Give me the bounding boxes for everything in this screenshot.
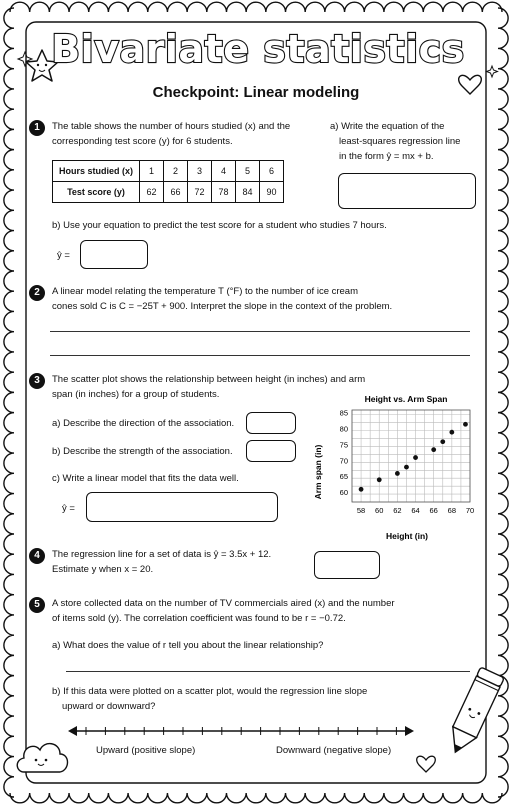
yhat-label: ŷ = — [62, 503, 75, 514]
answer-line[interactable] — [66, 671, 470, 672]
q3c-prompt: c) Write a linear model that fits the data well. — [52, 473, 239, 484]
q4-answer-box[interactable] — [314, 551, 380, 579]
x-tick-label: 62 — [393, 506, 402, 515]
x-tick-label: 68 — [447, 506, 457, 515]
q3b-answer-box[interactable] — [246, 440, 296, 462]
q1a-prompt: a) Write the equation of the least-squares regression line in the form ŷ = mx + b. — [330, 121, 461, 162]
question-number: 1 — [29, 120, 45, 136]
q1b-answer-box[interactable] — [80, 240, 148, 269]
heart-icon — [417, 756, 436, 772]
data-table — [52, 160, 284, 203]
table-cell: 2 — [164, 161, 188, 182]
q1-prompt: The table shows the number of hours studied (x) and the corresponding test score (y) for 6 students. — [52, 121, 291, 147]
y-tick-label: 85 — [339, 408, 348, 418]
q3a-answer-box[interactable] — [246, 412, 296, 434]
slope-number-line[interactable] — [66, 722, 416, 742]
question-number: 3 — [29, 373, 45, 389]
data-point — [440, 439, 445, 444]
q3a-prompt: a) Describe the direction of the association. — [52, 418, 235, 429]
chart-title: Height vs. Arm Span — [364, 394, 448, 404]
scatter-chart — [312, 388, 482, 546]
upward-option[interactable]: Upward (positive slope) — [96, 745, 196, 756]
question-number: 4 — [29, 548, 45, 564]
q5b-prompt: b) If this data were plotted on a scatter plot, would the regression line slope upward or downward? — [52, 686, 368, 712]
table-cell: 78 — [212, 182, 236, 203]
x-tick-label: 70 — [465, 506, 475, 515]
table-cell: 62 — [140, 182, 164, 203]
answer-line[interactable] — [50, 355, 470, 356]
data-point — [395, 471, 400, 476]
q3c-answer-box[interactable] — [86, 492, 278, 522]
table-cell: 6 — [260, 161, 284, 182]
table-cell: 66 — [164, 182, 188, 203]
y-axis-label: Arm span (in) — [313, 444, 323, 500]
y-tick-label: 80 — [339, 424, 348, 434]
worksheet-title: Bivariate statistics — [51, 27, 465, 71]
data-point — [449, 430, 454, 435]
q4-prompt: The regression line for a set of data is ŷ = 3.5x + 12. Estimate y when x = 20. — [52, 549, 272, 575]
x-tick-label: 64 — [411, 506, 420, 515]
y-tick-label: 75 — [339, 440, 348, 450]
page-subtitle: Checkpoint: Linear modeling — [152, 84, 360, 101]
table-cell: 72 — [188, 182, 212, 203]
table-cell: 90 — [260, 182, 284, 203]
arrow-left-icon — [68, 726, 77, 736]
chart-grid — [352, 410, 470, 502]
data-point — [359, 487, 364, 492]
x-tick-label: 60 — [375, 506, 384, 515]
q2-prompt: A linear model relating the temperature T (°F) to the number of ice cream cones sold C is C = −25T + 900. Interpret the slope in the context of the problem. — [52, 286, 393, 312]
data-point — [377, 477, 382, 482]
x-axis-label: Height (in) — [385, 531, 429, 541]
cloud-icon — [17, 744, 67, 772]
table-cell: 84 — [236, 182, 260, 203]
q5a-prompt: a) What does the value of r tell you about the linear relationship? — [52, 640, 324, 651]
table-header: Test score (y) — [53, 182, 140, 203]
x-tick-label: 58 — [356, 506, 366, 515]
table-cell: 4 — [212, 161, 236, 182]
answer-line[interactable] — [50, 331, 470, 332]
data-point — [463, 422, 468, 427]
q3b-prompt: b) Describe the strength of the association. — [52, 446, 233, 457]
y-tick-label: 70 — [339, 456, 348, 466]
table-cell: 3 — [188, 161, 212, 182]
table-header: Hours studied (x) — [53, 161, 140, 182]
question-number: 2 — [29, 285, 45, 301]
table-cell: 1 — [140, 161, 164, 182]
sparkle-icon — [487, 66, 498, 77]
y-tick-label: 60 — [339, 487, 348, 497]
q1b-prompt: b) Use your equation to predict the test score for a student who studies 7 hours. — [52, 220, 387, 231]
data-point — [413, 455, 418, 460]
q1a-answer-box[interactable] — [338, 173, 476, 209]
table-cell: 5 — [236, 161, 260, 182]
pencil-icon — [444, 667, 505, 758]
q5-prompt: A store collected data on the number of TV commercials aired (x) and the number of items sold (y). The correlation coefficient was found to be r = −0.72. — [52, 598, 395, 624]
downward-option[interactable]: Downward (negative slope) — [276, 745, 392, 756]
x-tick-label: 66 — [429, 506, 438, 515]
question-number: 5 — [29, 597, 45, 613]
data-point — [404, 465, 409, 470]
yhat-label: ŷ = — [57, 250, 70, 261]
q3-prompt: The scatter plot shows the relationship between height (in inches) and arm span (in inches) for a group of students. — [52, 374, 366, 400]
data-point — [431, 447, 436, 452]
y-tick-label: 65 — [339, 472, 348, 482]
arrow-right-icon — [405, 726, 414, 736]
